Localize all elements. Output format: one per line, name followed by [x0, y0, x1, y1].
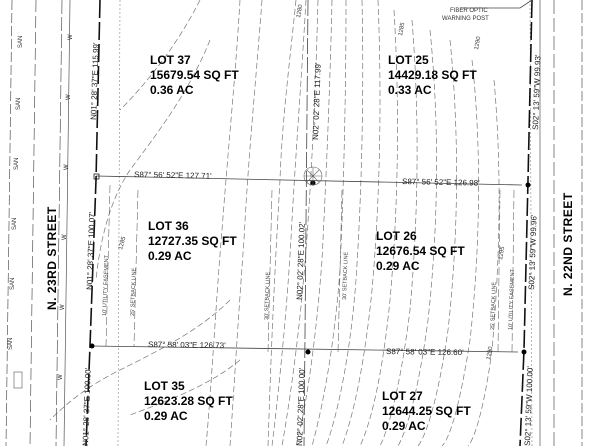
svg-text:0.36 AC: 0.36 AC	[150, 83, 194, 97]
svg-text:LOT 35: LOT 35	[144, 379, 185, 393]
marker-dot	[526, 183, 531, 188]
svg-text:14429.18 SQ FT: 14429.18 SQ FT	[388, 68, 477, 82]
svg-text:0.29 AC: 0.29 AC	[148, 249, 192, 263]
utility-easement-east: 10' UTILITY EASEMENT	[508, 269, 517, 331]
svg-text:LOT 37: LOT 37	[150, 53, 191, 67]
bearing-line2-left: S87° 58' 03"E 126.73'	[147, 340, 226, 351]
marker-dot	[90, 344, 95, 349]
bearing-west-mid: N01° 28' 37"E 100.07'	[85, 211, 97, 291]
setback-30-east: 30' SETBACK LINE	[342, 251, 350, 301]
marker-dot	[522, 350, 527, 355]
svg-text:SAN: SAN	[12, 217, 18, 230]
street-name-east: N. 22ND STREET	[561, 192, 575, 296]
bearing-line1-right: S87° 56' 52"E 126.98'	[401, 177, 480, 188]
tree-icon	[304, 167, 322, 185]
street-name-west: N. 23RD STREET	[45, 206, 59, 310]
bearing-east-upper: S02° 13' 59"W 99.93'	[531, 54, 543, 131]
fiber-optic-note-line2: WARNING POST	[442, 16, 489, 22]
svg-text:W: W	[66, 94, 72, 100]
svg-text:15679.54 SQ FT: 15679.54 SQ FT	[150, 68, 239, 82]
marker-dot	[306, 350, 311, 355]
svg-text:SAN: SAN	[16, 97, 22, 110]
svg-text:W: W	[58, 374, 64, 380]
bearing-east-mid: S02° 13' 59"W 99.96'	[527, 214, 539, 291]
bearing-center-upper: N02° 02' 28"E 117.99'	[311, 62, 323, 141]
svg-text:LOT 36: LOT 36	[148, 219, 189, 233]
svg-text:12676.54 SQ FT: 12676.54 SQ FT	[376, 244, 465, 258]
svg-text:0.29 AC: 0.29 AC	[376, 259, 420, 273]
setback-30-center: 30' SETBACK LINE	[264, 271, 272, 321]
bearing-center-low: N02° 02' 28"E 100.00'	[295, 367, 307, 446]
svg-text:W: W	[60, 304, 66, 310]
bearing-line2-right: S87° 58' 03"E 126.60'	[385, 347, 464, 358]
svg-text:SAN: SAN	[8, 337, 14, 350]
svg-text:1285: 1285	[398, 22, 407, 37]
bearing-west-low: N01° 28' 37"E 100.00'	[81, 367, 93, 446]
svg-text:1295: 1295	[498, 246, 507, 261]
svg-text:SAN: SAN	[14, 157, 20, 170]
svg-text:0.29 AC: 0.29 AC	[382, 419, 426, 433]
svg-text:0.33 AC: 0.33 AC	[388, 83, 432, 97]
svg-text:12644.25 SQ FT: 12644.25 SQ FT	[382, 404, 471, 418]
svg-text:1290: 1290	[474, 36, 483, 51]
bearing-east-low: S02° 13' 59"W 100.00'	[523, 365, 535, 446]
svg-text:12623.28 SQ FT: 12623.28 SQ FT	[144, 394, 233, 408]
setback-25-west: 25' SETBACK LINE	[130, 267, 138, 317]
svg-text:0.29 AC: 0.29 AC	[144, 409, 188, 423]
svg-text:LOT 26: LOT 26	[376, 229, 417, 243]
svg-text:LOT 27: LOT 27	[382, 389, 423, 403]
svg-text:12727.35 SQ FT: 12727.35 SQ FT	[148, 234, 237, 248]
svg-text:1285: 1285	[118, 236, 128, 251]
svg-text:SAN: SAN	[18, 35, 24, 48]
svg-text:W: W	[68, 34, 74, 40]
bearing-line1-left: S87° 56' 52"E 127.71'	[133, 170, 212, 181]
svg-text:W: W	[64, 164, 70, 170]
bearing-west-upper: N01° 28' 37"E 115.99'	[89, 42, 101, 121]
setback-25-east: 25' SETBACK LINE	[490, 281, 498, 331]
svg-text:1280: 1280	[296, 4, 305, 19]
utility-easement-west: 10' UTILITY EASEMENT	[102, 255, 111, 317]
svg-text:W: W	[62, 234, 68, 240]
svg-text:LOT 25: LOT 25	[388, 53, 429, 67]
svg-text:SAN: SAN	[10, 277, 16, 290]
fiber-optic-note-line1: FIBER OPTIC	[450, 8, 488, 14]
bearing-center-mid: N02° 02' 28"E 100.02'	[295, 221, 307, 301]
svg-text:1290: 1290	[486, 346, 495, 361]
